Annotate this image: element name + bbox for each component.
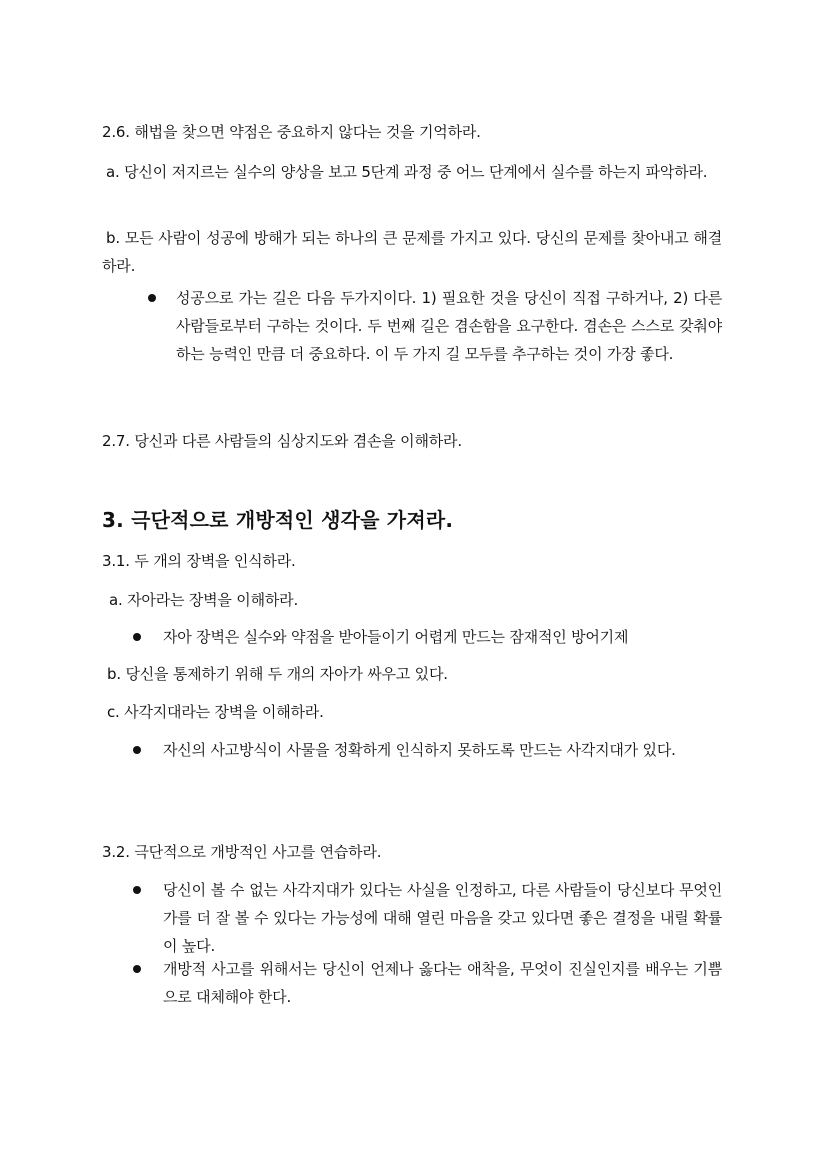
section-3-1-item-a: a. 자아라는 장벽을 이해하라. (109, 591, 299, 609)
section-2-6-item-b: b. 모든 사람이 성공에 방해가 되는 하나의 큰 문제를 가지고 있다. 당신의 문제를 찾아내고 해결하라. (102, 229, 722, 275)
section-3-2-bullet-2: 개방적 사고를 위해서는 당신이 언제나 옳다는 애착을, 무엇이 진실인지를 배우는 기쁨으로 대체해야 한다. (163, 960, 722, 1006)
section-3-1-title: 3.1. 두 개의 장벽을 인식하라. (102, 552, 296, 570)
bullet-icon (133, 746, 141, 754)
section-3-1-bullet-a: 자아 장벽은 실수와 약점을 받아들이기 어렵게 만드는 잠재적인 방어기제 (163, 628, 629, 646)
section-2-6-title: 2.6. 해법을 찾으면 약점은 중요하지 않다는 것을 기억하라. (102, 123, 481, 141)
bullet-icon (148, 294, 156, 302)
section-3-1-bullet-c: 자신의 사고방식이 사물을 정확하게 인식하지 못하도록 만드는 사각지대가 있다. (163, 741, 676, 759)
section-3-1-item-b: b. 당신을 통제하기 위해 두 개의 자아가 싸우고 있다. (107, 665, 448, 683)
section-3-heading: 3. 극단적으로 개방적인 생각을 가져라. (102, 508, 454, 532)
bullet-icon (133, 965, 141, 973)
section-3-2-bullet-1: 당신이 볼 수 없는 사각지대가 있다는 사실을 인정하고, 다른 사람들이 당신보다 무엇인가를 더 잘 볼 수 있다는 가능성에 대해 열린 마음을 갖고 있다면 좋은 결정을 내릴 확률이 높다. (163, 881, 722, 955)
section-2-7-title: 2.7. 당신과 다른 사람들의 심상지도와 겸손을 이해하라. (102, 432, 462, 450)
section-3-2-title: 3.2. 극단적으로 개방적인 사고를 연습하라. (102, 843, 382, 861)
section-2-6-bullet-1: 성공으로 가는 길은 다음 두가지이다. 1) 필요한 것을 당신이 직접 구하거나, 2) 다른 사람들로부터 구하는 것이다. 두 번째 길은 겸손함을 요구한다. 겸손은 스스로 갖춰야 하는 능력인 만큼 더 중요하다. 이 두 가지 길 모두를 추구하는 것이 가장 좋다. (176, 289, 722, 363)
section-3-1-item-c: c. 사각지대라는 장벽을 이해하라. (107, 703, 324, 721)
section-2-6-item-a: a. 당신이 저지르는 실수의 양상을 보고 5단계 과정 중 어느 단계에서 실수를 하는지 파악하라. (106, 163, 708, 181)
bullet-icon (133, 633, 141, 641)
bullet-icon (133, 886, 141, 894)
